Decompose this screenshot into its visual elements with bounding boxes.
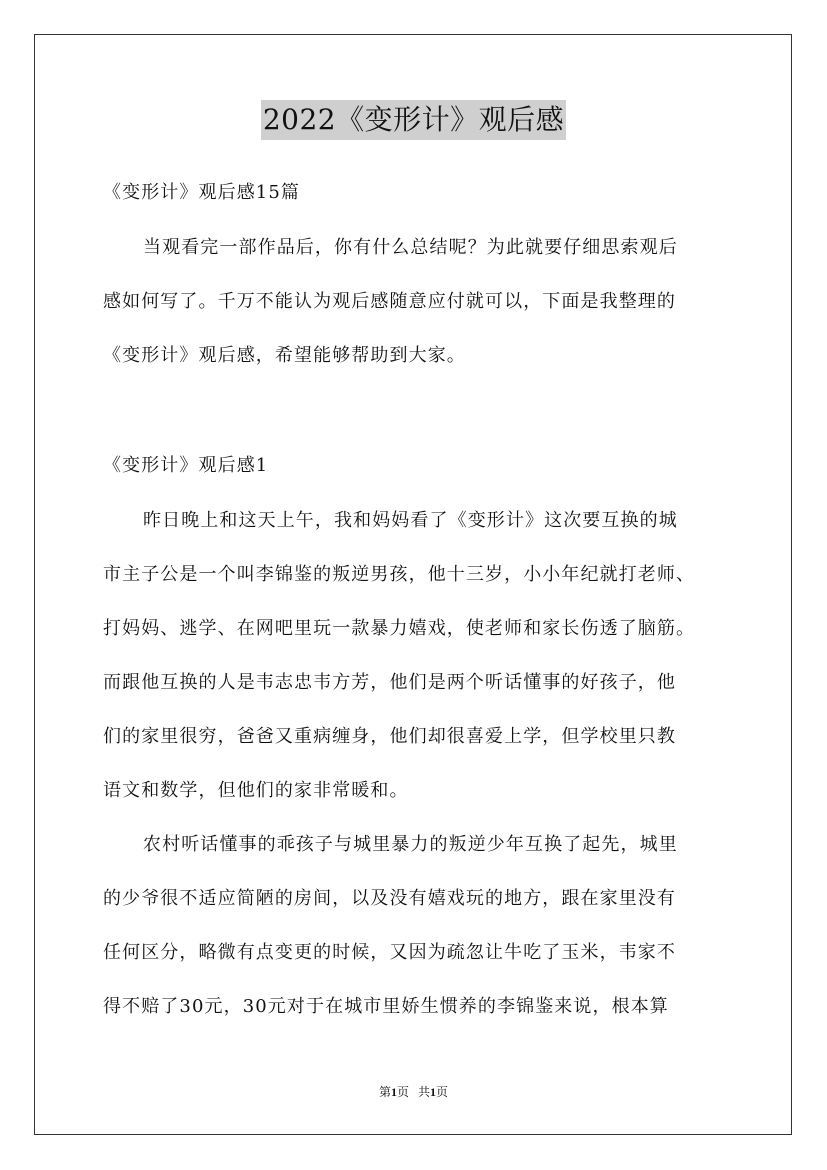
- paragraph2-line-3: 任何区分，略微有点变更的时候，又因为疏忽让牛吃了玉米，韦家不: [103, 942, 676, 963]
- intro-line-3: 《变形计》观后感，希望能够帮助到大家。: [103, 345, 466, 366]
- paragraph1-line-2: 市主子公是一个叫李锦鉴的叛逆男孩，他十三岁，小小年纪就打老师、: [103, 564, 696, 585]
- intro-line-2: 感如何写了。千万不能认为观后感随意应付就可以，下面是我整理的: [103, 291, 676, 312]
- section-heading: 《变形计》观后感1: [103, 455, 269, 476]
- title-container: [0, 100, 827, 140]
- footer-suffix: 页: [436, 1085, 449, 1099]
- paragraph1-line-6: 语文和数学，但他们的家非常暖和。: [103, 780, 409, 801]
- paragraph1-line-1: 昨日晚上和这天上午，我和妈妈看了《变形计》这次要互换的城: [143, 510, 678, 531]
- paragraph2-line-1: 农村听话懂事的乖孩子与城里暴力的叛逆少年互换了起先，城里: [143, 834, 678, 855]
- paragraph1-line-4: 而跟他互换的人是韦志忠韦方芳，他们是两个听话懂事的好孩子，他: [103, 672, 676, 693]
- subtitle: 《变形计》观后感15篇: [103, 182, 301, 203]
- footer-total-pages: 1: [430, 1085, 436, 1099]
- footer-page-number: 1: [390, 1085, 397, 1099]
- paragraph2-line-2: 的少爷很不适应简陋的房间，以及没有嬉戏玩的地方，跟在家里没有: [103, 888, 676, 909]
- footer-prefix: 第: [378, 1085, 391, 1099]
- paragraph1-line-3: 打妈妈、逃学、在网吧里玩一款暴力嬉戏，使老师和家长伤透了脑筋。: [103, 618, 696, 639]
- document-title: 2022《变形计》观后感: [261, 100, 566, 140]
- paragraph2-line-4: 得不赔了30元，30元对于在城市里娇生惯养的李锦鉴来说，根本算: [103, 996, 669, 1017]
- footer-middle: 页 共: [396, 1085, 430, 1099]
- intro-line-1: 当观看完一部作品后，你有什么总结呢？为此就要仔细思索观后: [143, 237, 678, 258]
- page-footer: [0, 1084, 827, 1100]
- paragraph1-line-5: 们的家里很穷，爸爸又重病缠身，他们却很喜爱上学，但学校里只教: [103, 726, 676, 747]
